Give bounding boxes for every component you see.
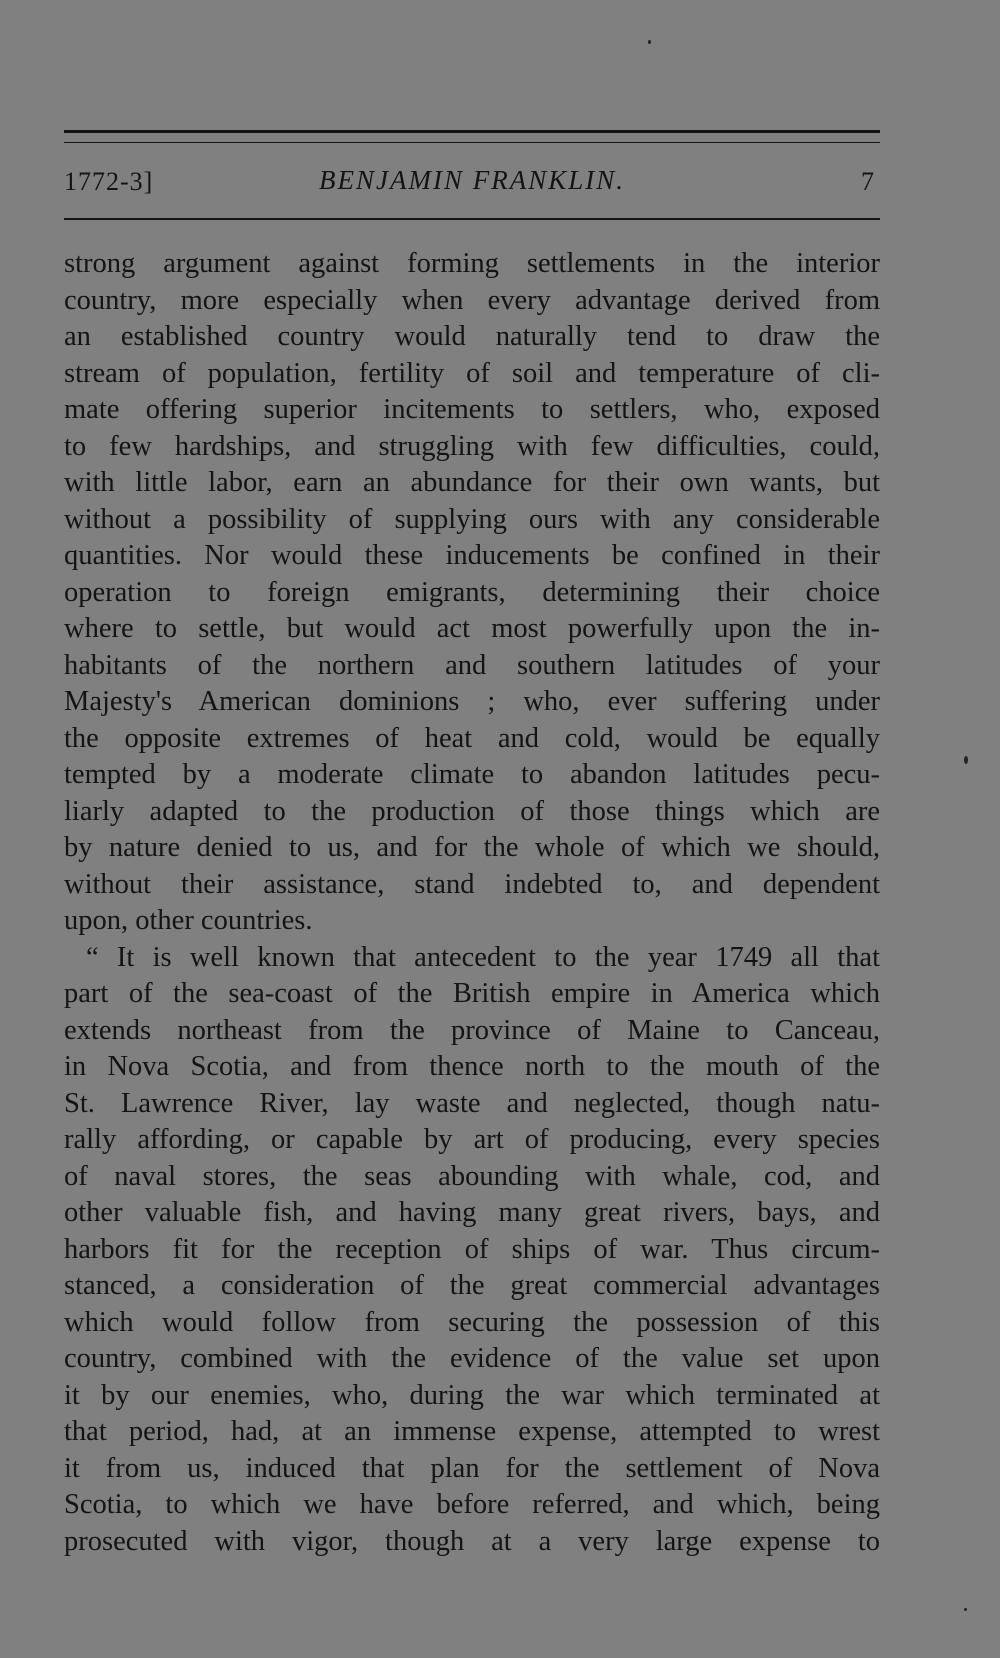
text-line: St. Lawrence River, lay waste and neglected, though natu- (64, 1087, 880, 1119)
text-line: to few hardships, and struggling with few difficulties, could, (64, 430, 880, 462)
body-text (64, 246, 880, 1560)
text-line: where to settle, but would act most powerfully upon the in- (64, 613, 880, 644)
text-line: by nature denied to us, and for the whole of which we should, (64, 832, 880, 863)
text-line: strong argument against forming settlements in the interior (64, 248, 880, 279)
text-line: it by our enemies, who, during the war which terminated at (64, 1379, 880, 1411)
text-line: other valuable fish, and having many great rivers, bays, and (64, 1197, 880, 1228)
text-line: with little labor, earn an abundance for their own wants, but (64, 467, 880, 498)
text-line: tempted by a moderate climate to abandon latitudes pecu- (64, 759, 880, 790)
top-rule-thick (64, 130, 880, 133)
top-rule-thin (64, 142, 880, 143)
text-line: extends northeast from the province of Maine to Canceau, (64, 1014, 880, 1046)
print-speck (964, 1608, 967, 1611)
text-line: prosecuted with vigor, though at a very large expense to (64, 1525, 880, 1557)
text-line: liarly adapted to the production of those things which are (64, 795, 880, 827)
text-line: the opposite extremes of heat and cold, would be equally (64, 722, 880, 754)
text-line: upon, other countries. (64, 905, 313, 936)
text-line: harbors fit for the reception of ships of war. Thus circum- (64, 1233, 880, 1265)
text-line: Scotia, to which we have before referred, and which, being (64, 1489, 880, 1520)
head-rule (64, 218, 880, 220)
text-line: in Nova Scotia, and from thence north to the mouth of the (64, 1051, 880, 1082)
text-line: without their assistance, stand indebted to, and dependent (64, 868, 880, 900)
text-line: that period, had, at an immense expense, attempted to wrest (64, 1416, 880, 1447)
text-line: which would follow from securing the possession of this (64, 1306, 880, 1338)
text-line: Majesty's American dominions ; who, ever suffering under (64, 686, 880, 717)
text-line: quantities. Nor would these inducements be confined in their (64, 540, 880, 571)
text-line: without a possibility of supplying ours with any considerable (64, 503, 880, 535)
print-speck (964, 756, 968, 764)
text-line: mate offering superior incitements to settlers, who, exposed (64, 394, 880, 425)
page-number: 7 (861, 167, 874, 196)
book-page (64, 0, 880, 1658)
text-line: stanced, a consideration of the great commercial advantages (64, 1270, 880, 1301)
running-head-date: 1772-3] (64, 167, 154, 196)
text-line: country, combined with the evidence of the value set upon (64, 1343, 880, 1374)
running-head-title: BENJAMIN FRANKLIN. (319, 165, 625, 195)
running-head (64, 165, 880, 201)
text-line: stream of population, fertility of soil and temperature of cli- (64, 357, 880, 389)
text-line: rally affording, or capable by art of producing, every species (64, 1124, 880, 1155)
print-speck (648, 40, 651, 44)
text-line: habitants of the northern and southern latitudes of your (64, 649, 880, 681)
text-line: of naval stores, the seas abounding with whale, cod, and (64, 1160, 880, 1192)
text-line: an established country would naturally tend to draw the (64, 321, 880, 352)
text-line: it from us, induced that plan for the settlement of Nova (64, 1452, 880, 1484)
text-line: “ It is well known that antecedent to the year 1749 all that (86, 941, 880, 973)
text-line: operation to foreign emigrants, determining their choice (64, 576, 880, 608)
text-line: part of the sea-coast of the British empire in America which (64, 978, 880, 1009)
text-line: country, more especially when every advantage derived from (64, 284, 880, 316)
